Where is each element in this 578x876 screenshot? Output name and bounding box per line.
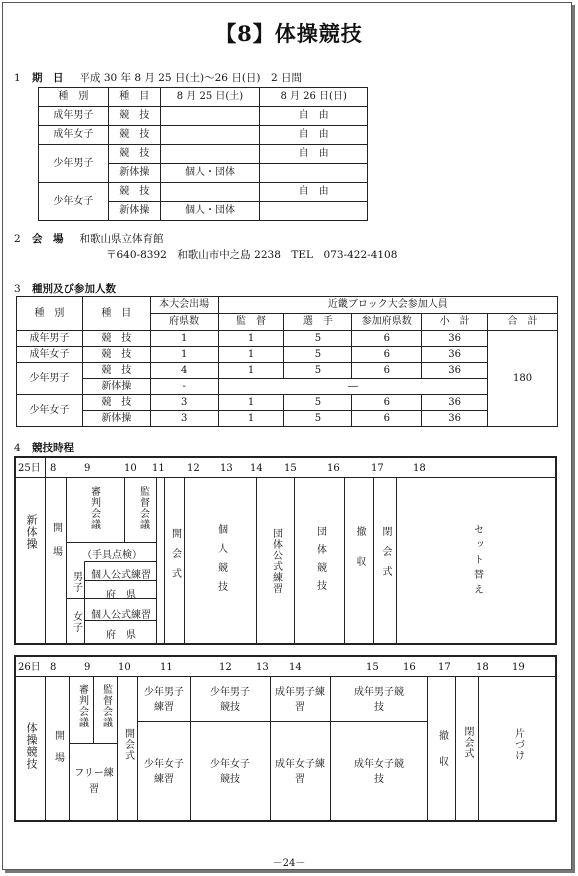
hour-label: 14 [250, 463, 263, 474]
hour-label: 8 [50, 662, 57, 673]
table-row [39, 183, 368, 202]
cell-pref: 6 [352, 411, 422, 427]
girls-label: 女子 [70, 611, 82, 633]
cell-coach: 1 [218, 363, 284, 379]
cell-event: 競 技 [108, 107, 160, 126]
set-change: セット替え [471, 524, 483, 599]
table-row [39, 126, 368, 145]
hour-label: 8 [50, 463, 57, 474]
cell-coach: 1 [218, 395, 284, 411]
hour-label: 10 [124, 463, 137, 474]
free-practice: フリー練習 [74, 768, 114, 795]
header-event: 種 目 [82, 297, 150, 331]
cell-event: 新体操 [108, 202, 160, 221]
girls-youth-practice: 少年女子練習 [144, 759, 184, 785]
section-number: 3 [14, 283, 21, 295]
section-label: 会 場 [32, 233, 64, 245]
cell-coach: 1 [218, 411, 284, 427]
cell-subtotal: 36 [422, 395, 488, 411]
opening-ceremony: 開会式 [122, 728, 134, 761]
cell-event: 競 技 [82, 331, 150, 347]
cell-event: 新体操 [82, 379, 150, 395]
cell-cat: 成年男子 [17, 331, 83, 347]
opening-ceremony: 開会式 [169, 528, 181, 588]
header-pref: 参加府県数 [352, 314, 422, 331]
hour-label: 13 [256, 662, 269, 673]
section-label: 種別及び参加人数 [32, 283, 116, 295]
section-2-heading [14, 231, 164, 246]
men-adult-competition: 成年男子競技 [354, 687, 404, 713]
cell-cat: 成年女子 [39, 126, 109, 145]
header-host1: 本大会出場 [150, 297, 218, 314]
header-cat: 種 別 [17, 297, 83, 331]
cell-d25 [160, 183, 260, 202]
cell-d25 [160, 107, 260, 126]
header-cat: 種 別 [39, 88, 109, 107]
cell-host: 1 [150, 347, 218, 363]
cell-host: - [150, 379, 218, 395]
open-label: 開場 [52, 730, 64, 774]
section-4-heading [14, 440, 90, 455]
withdraw: 撤収 [436, 730, 448, 782]
header-day25: 8 月 25 日(土) [160, 88, 260, 107]
supervisors-meeting: 監督会議 [100, 684, 112, 728]
hour-label: 16 [403, 662, 416, 673]
hour-label: 18 [476, 662, 489, 673]
cell-pref: 6 [352, 347, 422, 363]
hour-label: 11 [152, 463, 165, 474]
cell-event: 新体操 [108, 164, 160, 183]
cell-d26 [260, 202, 368, 221]
cell-d26: 自 由 [260, 126, 368, 145]
date-table [38, 87, 368, 221]
section-number: 4 [14, 442, 21, 454]
section-number: 2 [14, 233, 21, 245]
table-row [17, 331, 558, 347]
cell-subtotal: 36 [422, 347, 488, 363]
venue-address: 〒640-8392 和歌山市中之島 2238 TEL 073-422-4108 [106, 249, 398, 261]
cell-pref: 6 [352, 363, 422, 379]
hour-label: 10 [118, 662, 131, 673]
cell-event: 競 技 [82, 363, 150, 379]
cell-event: 競 技 [108, 126, 160, 145]
cell-event: 競 技 [82, 395, 150, 411]
section-label: 期 日 [32, 72, 64, 84]
cleanup: 片づけ [512, 728, 524, 761]
women-adult-competition: 成年女子競技 [354, 759, 404, 785]
cell-d26 [260, 164, 368, 183]
open-label: 開場 [50, 522, 62, 570]
cell-d25 [160, 126, 260, 145]
hour-label: 18 [413, 463, 426, 474]
cell-d25: 個人・団体 [160, 164, 260, 183]
schedule-dates: 平成 30 年 8 月 25 日(土)～26 日(日) 2 日間 [79, 72, 303, 84]
cell-d25 [160, 145, 260, 164]
day25-date: 25日 [18, 463, 41, 474]
hour-labels [50, 662, 525, 673]
section-number: 1 [14, 72, 21, 84]
cell-subtotal: 36 [422, 331, 488, 347]
cell-d25: 個人・団体 [160, 202, 260, 221]
header-total: 合 計 [488, 314, 558, 331]
boys-label: 男子 [70, 571, 82, 593]
boys-individual-practice: 個人公式練習 [91, 570, 151, 581]
hour-label: 17 [371, 463, 384, 474]
cell-player: 5 [284, 347, 352, 363]
header-coach: 監 督 [218, 314, 284, 331]
hour-label: 13 [220, 463, 233, 474]
cell-coach: 1 [218, 347, 284, 363]
section-3-heading [14, 281, 132, 296]
supervisors-meeting: 監督会議 [137, 486, 149, 530]
day26-row-label: 体操競技 [25, 722, 39, 770]
cell-host: 3 [150, 411, 218, 427]
girls-prefecture: 府 県 [106, 630, 136, 641]
cell-host: 3 [150, 395, 218, 411]
cell-player: 5 [284, 395, 352, 411]
header-event: 種 目 [108, 88, 160, 107]
table-row [17, 395, 558, 411]
table-row [39, 107, 368, 126]
girls-individual-practice: 個人公式練習 [91, 610, 151, 621]
team-official-practice: 団体公式練習 [270, 528, 282, 594]
judges-meeting: 審判会議 [76, 684, 88, 728]
page-title: 【8】体操競技 [215, 21, 363, 46]
cell-host: 4 [150, 363, 218, 379]
cell-pref: 6 [352, 331, 422, 347]
cell-host: 1 [150, 331, 218, 347]
closing-ceremony: 閉会式 [462, 726, 473, 759]
day26-date: 26日 [18, 662, 41, 673]
women-adult-practice: 成年女子練習 [275, 759, 325, 785]
boys-youth-competition: 少年男子競技 [210, 687, 250, 713]
men-adult-practice: 成年男子練習 [275, 687, 325, 713]
boys-youth-practice: 少年男子練習 [144, 687, 184, 713]
hour-label: 19 [512, 662, 525, 673]
cell-player: 5 [284, 411, 352, 427]
boys-prefecture: 府 県 [106, 590, 136, 601]
cell-pref: 6 [352, 395, 422, 411]
hour-label: 15 [284, 463, 297, 474]
cell-cat: 成年女子 [17, 347, 83, 363]
venue-name: 和歌山県立体育館 [79, 233, 164, 245]
judges-meeting: 審判会議 [88, 486, 100, 530]
hour-label: 11 [160, 662, 173, 673]
hour-label: 17 [438, 662, 451, 673]
header-host2: 府県数 [150, 314, 218, 331]
cell-subtotal: 36 [422, 363, 488, 379]
header-player: 選 手 [284, 314, 352, 331]
cell-d26: 自 由 [260, 145, 368, 164]
cell-d26: 自 由 [260, 107, 368, 126]
participants-table [16, 296, 558, 427]
header-block: 近畿ブロック大会参加人員 [218, 297, 557, 314]
table-row [17, 363, 558, 379]
cell-event: 競 技 [108, 145, 160, 164]
cell-event: 競 技 [108, 183, 160, 202]
table-row [17, 411, 558, 427]
section-label: 競技時程 [32, 442, 74, 454]
hour-labels [50, 463, 426, 474]
withdraw: 撤収 [354, 526, 365, 586]
closing-ceremony: 閉会式 [380, 526, 391, 586]
hour-label: 15 [366, 662, 379, 673]
girls-youth-competition: 少年女子競技 [210, 759, 250, 785]
cell-player: 5 [284, 363, 352, 379]
header-day26: 8 月 26 日(日) [260, 88, 368, 107]
cell-player: 5 [284, 331, 352, 347]
table-row [17, 347, 558, 363]
table-row [17, 379, 558, 395]
cell-cat: 少年女子 [39, 183, 109, 221]
cell-event: 競 技 [82, 347, 150, 363]
cell-coach: 1 [218, 331, 284, 347]
header-subtotal: 小 計 [422, 314, 488, 331]
cell-dash: ― [218, 379, 487, 395]
day25-row-label: 新体操 [25, 514, 39, 550]
cell-cat: 少年男子 [17, 363, 83, 395]
cell-event: 新体操 [82, 411, 150, 427]
cell-subtotal: 36 [422, 411, 488, 427]
table-row [39, 145, 368, 164]
cell-d26: 自 由 [260, 183, 368, 202]
page-number: －24－ [272, 858, 306, 869]
team-competition: 団体競技 [314, 526, 326, 598]
section-1-heading [14, 70, 302, 85]
cell-cat: 成年男子 [39, 107, 109, 126]
hour-label: 12 [219, 662, 232, 673]
equipment-check: （手具点検） [82, 550, 142, 561]
hour-label: 12 [187, 463, 200, 474]
hour-label: 9 [84, 463, 91, 474]
cell-total: 180 [488, 331, 558, 427]
hour-label: 14 [289, 662, 302, 673]
individual-competition: 個人競技 [215, 524, 227, 600]
cell-cat: 少年男子 [39, 145, 109, 183]
cell-cat: 少年女子 [17, 395, 83, 427]
hour-label: 16 [327, 463, 340, 474]
hour-label: 9 [84, 662, 91, 673]
